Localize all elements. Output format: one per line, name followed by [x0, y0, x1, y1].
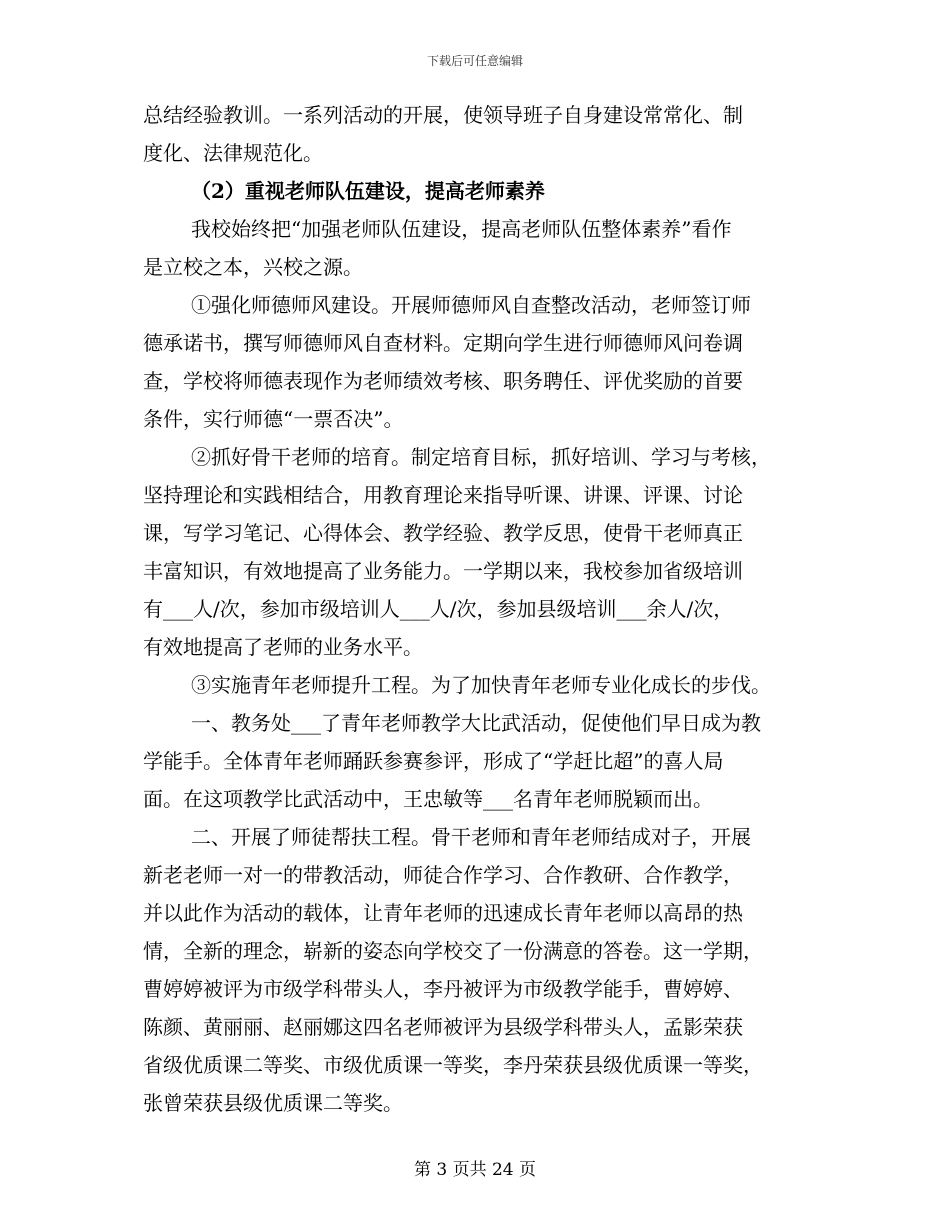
paragraph-first-line: 我校始终把“加强老师队伍建设，提高老师队伍整体素养”看作 [191, 217, 732, 241]
paragraph-first-line: ③实施青年老师提升工程。为了加快青年老师专业化成长的步伐。 [191, 673, 771, 697]
body-line: 度化、法律规范化。 [143, 141, 323, 165]
body-line: 总结经验教训。一系列活动的开展，使领导班子自身建设常常化、制 [143, 103, 743, 127]
body-line: 坚持理论和实践相结合，用教育理论来指导听课、讲课、评课、讨论 [143, 483, 743, 507]
body-line: 有___人/次，参加市级培训人___人/次，参加县级培训___余人/次， [143, 597, 734, 621]
body-line: 新老老师一对一的带教活动，师徒合作学习、合作教研、合作教学， [143, 863, 743, 887]
body-line: 曹婷婷被评为市级学科带头人，李丹被评为市级教学能手，曹婷婷、 [143, 977, 743, 1001]
document-body [143, 96, 810, 1122]
body-line: 查，学校将师德表现作为老师绩效考核、职务聘任、评优奖励的首要 [143, 369, 743, 393]
body-line: 陈颜、黄丽丽、赵丽娜这四名老师被评为县级学科带头人，孟影荣获 [143, 1015, 743, 1039]
body-line: 丰富知识，有效地提高了业务能力。一学期以来，我校参加省级培训 [143, 559, 743, 583]
body-line: 省级优质课二等奖、市级优质课一等奖，李丹荣获县级优质课一等奖， [143, 1053, 763, 1077]
body-line: 学能手。全体青年老师踊跃参赛参评，形成了“学赶比超”的喜人局 [143, 749, 724, 773]
body-line: 德承诺书，撰写师德师风自查材料。定期向学生进行师德师风问卷调 [143, 331, 743, 355]
section-heading: （2）重视老师队伍建设，提高老师素养 [191, 179, 545, 203]
body-line: 是立校之本，兴校之源。 [143, 255, 363, 279]
body-line: 张曾荣获县级优质课二等奖。 [143, 1091, 403, 1115]
body-line: 并以此作为活动的载体，让青年老师的迅速成长青年老师以高昂的热 [143, 901, 743, 925]
body-line: 课，写学习笔记、心得体会、教学经验、教学反思，使骨干老师真正 [143, 521, 743, 545]
body-line: 情，全新的理念，崭新的姿态向学校交了一份满意的答卷。这一学期， [143, 939, 763, 963]
paragraph-first-line: 一、教务处___了青年老师教学大比武活动，促使他们早日成为教 [191, 711, 761, 735]
body-line: 条件，实行师德“一票否决”。 [143, 407, 404, 431]
paragraph-first-line: ②抓好骨干老师的培育。制定培育目标，抓好培训、学习与考核， [191, 445, 771, 469]
body-line: 面。在这项教学比武活动中，王忠敏等___名青年老师脱颖而出。 [143, 787, 713, 811]
page-header: 下载后可任意编辑 [426, 54, 523, 68]
page-number: 第 3 页共 24 页 [413, 1160, 537, 1180]
paragraph-first-line: ①强化师德师风建设。开展师德师风自查整改活动，老师签订师 [191, 293, 751, 317]
body-line: 有效地提高了老师的业务水平。 [143, 635, 423, 659]
paragraph-first-line: 二、开展了师徒帮扶工程。骨干老师和青年老师结成对子，开展 [191, 825, 751, 849]
